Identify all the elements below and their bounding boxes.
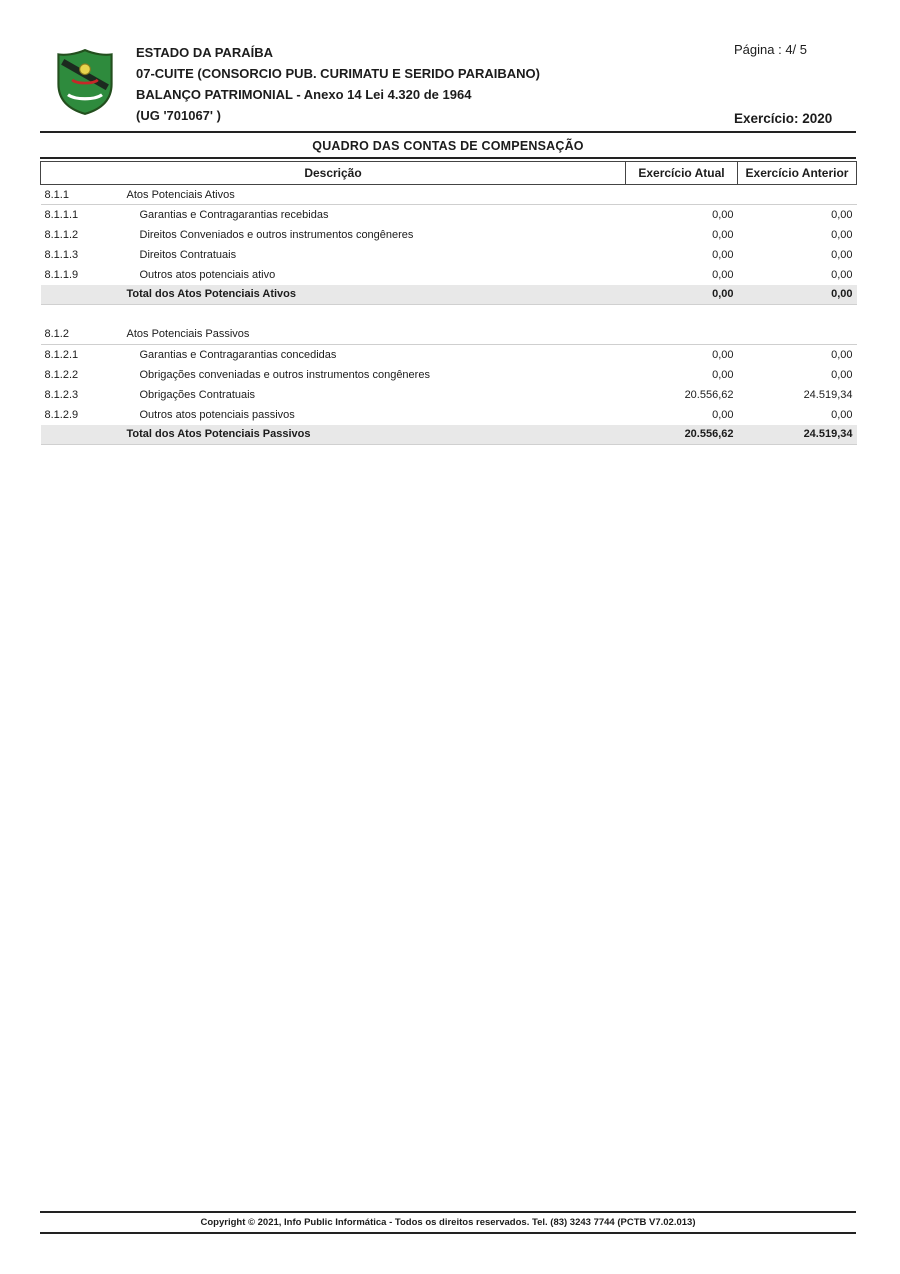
header-text-block bbox=[136, 42, 734, 126]
value-exercicio-anterior: 0,00 bbox=[831, 408, 853, 421]
value-exercicio-atual: 0,00 bbox=[626, 285, 738, 305]
total-row bbox=[41, 425, 857, 445]
account-description: Atos Potenciais Ativos bbox=[126, 188, 235, 201]
value-exercicio-anterior bbox=[738, 325, 857, 345]
account-description: Atos Potenciais Passivos bbox=[126, 328, 250, 341]
table-row bbox=[41, 365, 857, 385]
value-exercicio-atual bbox=[626, 185, 738, 205]
account-description: Total dos Atos Potenciais Ativos bbox=[126, 288, 297, 301]
description-cell bbox=[41, 205, 626, 225]
value-exercicio-anterior: 0,00 bbox=[738, 285, 857, 305]
account-code: 8.1.1.1 bbox=[44, 208, 79, 221]
account-description: Total dos Atos Potenciais Passivos bbox=[126, 428, 311, 441]
column-header-exercicio-atual: Exercício Atual bbox=[626, 162, 738, 185]
value-exercicio-anterior: 0,00 bbox=[831, 248, 853, 261]
value-exercicio-atual: 20.556,62 bbox=[684, 388, 734, 401]
page-number: Página : 4/ 5 bbox=[734, 42, 807, 57]
description-cell bbox=[41, 245, 626, 265]
value-exercicio-atual: 0,00 bbox=[712, 248, 734, 261]
table-row bbox=[41, 245, 857, 265]
table-body bbox=[41, 185, 857, 445]
document-header bbox=[40, 42, 856, 126]
value-exercicio-atual: 0,00 bbox=[712, 408, 734, 421]
description-cell bbox=[41, 425, 626, 445]
document-content bbox=[40, 42, 856, 445]
description-cell bbox=[41, 265, 626, 285]
description-cell bbox=[41, 365, 626, 385]
account-code: 8.1.1.3 bbox=[44, 248, 79, 261]
exercise-year: Exercício: 2020 bbox=[734, 111, 833, 126]
value-exercicio-atual bbox=[626, 325, 738, 345]
account-code: 8.1.1 bbox=[44, 188, 69, 201]
value-exercicio-atual: 0,00 bbox=[712, 268, 734, 281]
account-description: Garantias e Contragarantias recebidas bbox=[139, 208, 329, 221]
description-cell bbox=[41, 185, 626, 205]
table-header-row bbox=[41, 162, 857, 185]
value-exercicio-anterior: 0,00 bbox=[831, 228, 853, 241]
header-state-name: ESTADO DA PARAÍBA bbox=[136, 45, 273, 60]
table-row bbox=[41, 405, 857, 425]
compensation-accounts-table bbox=[40, 161, 857, 445]
header-report-name: BALANÇO PATRIMONIAL - Anexo 14 Lei 4.320 de 1964 bbox=[136, 87, 472, 102]
value-exercicio-atual: 0,00 bbox=[712, 228, 734, 241]
value-exercicio-atual: 20.556,62 bbox=[626, 425, 738, 445]
table-row bbox=[41, 345, 857, 365]
copyright-footer: Copyright © 2021, Info Public Informática - Todos os direitos reservados. Tel. (83) 3243 7744 (PCTB V7.02.013) bbox=[40, 1211, 856, 1234]
value-exercicio-atual: 0,00 bbox=[712, 368, 734, 381]
value-exercicio-anterior: 0,00 bbox=[831, 368, 853, 381]
value-exercicio-atual: 0,00 bbox=[712, 348, 734, 361]
description-cell bbox=[41, 405, 626, 425]
header-right-block bbox=[734, 42, 856, 126]
section-spacer-row bbox=[41, 305, 857, 325]
column-header-descricao: Descrição bbox=[41, 162, 626, 185]
account-description: Direitos Conveniados e outros instrumentos congêneres bbox=[139, 228, 414, 241]
account-code: 8.1.2.1 bbox=[44, 348, 79, 361]
account-description: Outros atos potenciais ativo bbox=[139, 268, 276, 281]
value-exercicio-anterior: 24.519,34 bbox=[738, 425, 857, 445]
table-header bbox=[41, 162, 857, 185]
value-exercicio-anterior: 0,00 bbox=[831, 348, 853, 361]
table-row bbox=[41, 225, 857, 245]
paraiba-coat-of-arms-icon bbox=[54, 42, 116, 121]
description-cell bbox=[41, 345, 626, 365]
table-row bbox=[41, 205, 857, 225]
value-exercicio-anterior: 0,00 bbox=[831, 268, 853, 281]
account-description: Outros atos potenciais passivos bbox=[139, 408, 295, 421]
description-cell bbox=[41, 385, 626, 405]
table-row bbox=[41, 265, 857, 285]
group-row bbox=[41, 185, 857, 205]
account-code: 8.1.2.2 bbox=[44, 368, 79, 381]
header-ug-code: (UG '701067' ) bbox=[136, 108, 221, 123]
description-cell bbox=[41, 225, 626, 245]
report-title: QUADRO DAS CONTAS DE COMPENSAÇÃO bbox=[40, 133, 856, 159]
column-header-exercicio-anterior: Exercício Anterior bbox=[738, 162, 857, 185]
account-description: Obrigações conveniadas e outros instrumentos congêneres bbox=[139, 368, 430, 381]
value-exercicio-anterior bbox=[738, 185, 857, 205]
account-description: Obrigações Contratuais bbox=[139, 388, 256, 401]
account-code: 8.1.2.3 bbox=[44, 388, 79, 401]
description-cell bbox=[41, 325, 626, 345]
table-row bbox=[41, 385, 857, 405]
account-code: 8.1.1.2 bbox=[44, 228, 79, 241]
account-code: 8.1.2.9 bbox=[44, 408, 79, 421]
account-code: 8.1.2 bbox=[44, 328, 69, 341]
header-entity-name: 07-CUITE (CONSORCIO PUB. CURIMATU E SERIDO PARAIBANO) bbox=[136, 66, 540, 81]
description-cell bbox=[41, 285, 626, 305]
account-description: Garantias e Contragarantias concedidas bbox=[139, 348, 337, 361]
account-description: Direitos Contratuais bbox=[139, 248, 237, 261]
value-exercicio-anterior: 0,00 bbox=[831, 208, 853, 221]
group-row bbox=[41, 325, 857, 345]
account-code: 8.1.1.9 bbox=[44, 268, 79, 281]
total-row bbox=[41, 285, 857, 305]
value-exercicio-anterior: 24.519,34 bbox=[803, 388, 853, 401]
value-exercicio-atual: 0,00 bbox=[712, 208, 734, 221]
